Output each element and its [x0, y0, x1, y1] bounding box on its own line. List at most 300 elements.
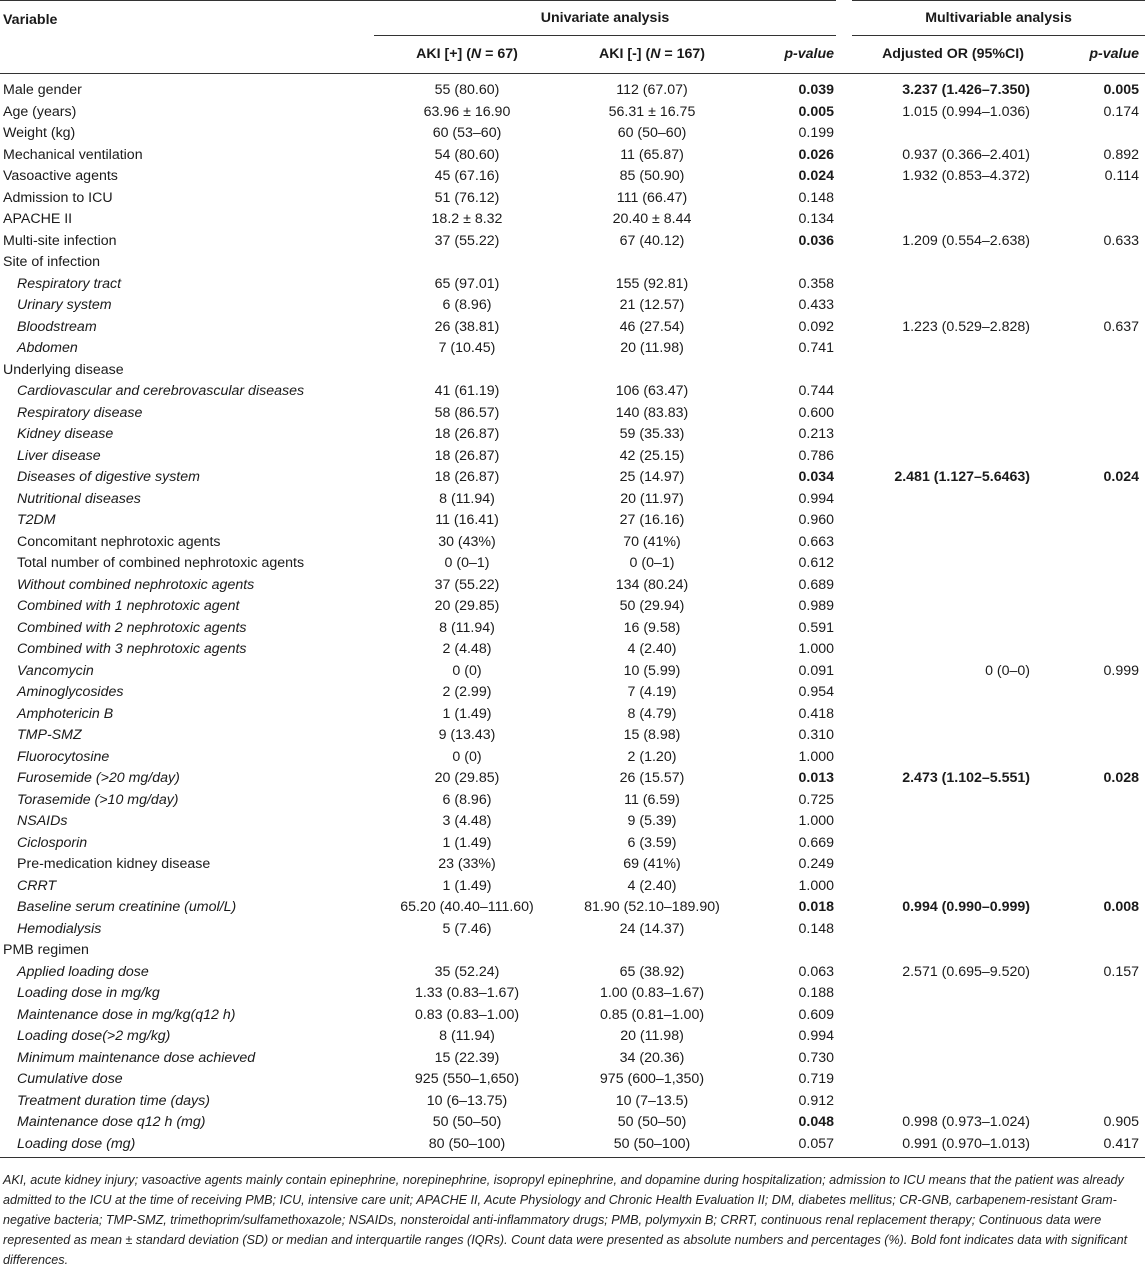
- cell-pvalue-2: [1062, 833, 1145, 855]
- cell-aki-neg: 106 (63.47): [615, 383, 689, 399]
- table-header: [0, 1, 1145, 74]
- cell-pvalue-2: [1062, 639, 1145, 661]
- table-row: [0, 80, 1145, 102]
- cell-variable: Urinary system: [17, 297, 112, 313]
- table-row: [0, 962, 1145, 984]
- cell-variable: NSAIDs: [17, 813, 68, 829]
- table-row: [0, 790, 1145, 812]
- cell-pvalue: 0.989: [798, 598, 835, 614]
- cell-aki-pos: 1 (1.49): [442, 705, 492, 722]
- cell-pvalue-2: [1062, 747, 1145, 769]
- cell-adjusted-or: [844, 338, 1062, 360]
- cell-adjusted-or: [844, 532, 1062, 554]
- cell-variable: Male gender: [3, 82, 82, 98]
- cell-aki-neg: 140 (83.83): [615, 404, 689, 421]
- cell-aki-pos: 26 (38.81): [434, 318, 500, 335]
- cell-aki-pos: 2 (2.99): [442, 684, 492, 700]
- cell-pvalue-2: 0.633: [1103, 232, 1140, 249]
- cell-aki-neg: 0 (0–1): [629, 555, 675, 571]
- cell-pvalue-2: [1062, 274, 1145, 296]
- table-row: [0, 682, 1145, 704]
- cell-variable: Vasoactive agents: [3, 168, 118, 184]
- cell-aki-pos: 10 (6–13.75): [426, 1092, 508, 1109]
- cell-pvalue-2: [1062, 403, 1145, 425]
- cell-aki-neg: 134 (80.24): [615, 576, 689, 593]
- cell-aki-pos: 1.33 (0.83–1.67): [414, 985, 520, 1001]
- header-pvalue: p-value: [784, 46, 835, 62]
- cell-aki-pos: 55 (80.60): [434, 82, 500, 98]
- cell-aki-neg: 65 (38.92): [619, 963, 685, 980]
- cell-pvalue: 0.034: [798, 469, 835, 485]
- cell-pvalue-2: [1062, 1069, 1145, 1091]
- cell-aki-neg: 50 (29.94): [619, 598, 685, 614]
- cell-aki-neg: 2 (1.20): [627, 748, 677, 765]
- cell-aki-pos: 8 (11.94): [439, 490, 495, 507]
- cell-pvalue: 1.000: [798, 813, 835, 829]
- cell-pvalue: 0.954: [798, 684, 835, 700]
- cell-pvalue-2: 0.999: [1103, 662, 1140, 679]
- cell-aki-pos: 35 (52.24): [434, 963, 500, 980]
- cell-aki-neg: 10 (5.99): [623, 662, 681, 679]
- table-row: [0, 1005, 1145, 1027]
- cell-variable: CRRT: [17, 877, 57, 894]
- cell-pvalue: [744, 252, 844, 274]
- cell-pvalue: 0.024: [798, 168, 835, 184]
- cell-adjusted-or: 1.223 (0.529–2.828): [902, 318, 1031, 335]
- cell-variable: Admission to ICU: [3, 189, 113, 206]
- cell-aki-pos: 18 (26.87): [434, 426, 500, 442]
- cell-adjusted-or: [844, 1048, 1062, 1070]
- cell-adjusted-or: 2.481 (1.127–5.6463): [894, 469, 1031, 485]
- cell-pvalue-2: 0.892: [1103, 146, 1140, 163]
- cell-adjusted-or: 0.937 (0.366–2.401): [902, 146, 1031, 163]
- cell-aki-pos: 6 (8.96): [442, 791, 492, 808]
- table-row: [0, 553, 1145, 575]
- cell-pvalue-2: [1062, 209, 1145, 231]
- table-footnote: AKI, acute kidney injury; vasoactive agents mainly contain epinephrine, norepinephrine, isopropyl epinephrine, and dopamine during hospitalization; admission to ICU means that the patient was already admitted to the ICU at the time of receiving PMB; ICU, intensive care unit; APACHE II, Acute Physiology and Chronic Health Evaluation II; DM, diabetes mellitus; CR-GNB, carbapenem-resistant Gram-negative bacteria; TMP-SMZ, trimethoprim/sulfamethoxazole; NSAIDs, nonsteroidal anti-inflammatory drugs; PMB, polymyxin B; CRRT, continuous renal replacement therapy; Continuous data were represented as mean ± standard deviation (SD) or median and interquartile ranges (IQRs). Count data were presented as absolute numbers and percentages (%). Bold font indicates data with significant differences.: [3, 1173, 1128, 1267]
- cell-aki-neg: 20 (11.98): [620, 340, 684, 356]
- cell-pvalue-2: 0.905: [1103, 1114, 1140, 1130]
- cell-variable: PMB regimen: [3, 942, 89, 958]
- cell-aki-neg: 15 (8.98): [623, 727, 681, 743]
- cell-pvalue-2: [1062, 919, 1145, 941]
- cell-pvalue-2: [1062, 725, 1145, 747]
- cell-pvalue-2: [1062, 381, 1145, 403]
- cell-variable: Vancomycin: [17, 662, 94, 679]
- cell-pvalue-2: [1062, 424, 1145, 446]
- cell-adjusted-or: [844, 682, 1062, 704]
- cell-pvalue: 0.048: [798, 1114, 835, 1130]
- cell-aki-pos: 15 (22.39): [434, 1049, 500, 1066]
- cell-aki-pos: [374, 940, 560, 962]
- cell-pvalue: 0.725: [798, 791, 835, 808]
- table-row: [0, 102, 1145, 124]
- cell-aki-neg: 25 (14.97): [619, 469, 685, 485]
- cell-adjusted-or: [844, 403, 1062, 425]
- cell-variable: Without combined nephrotoxic agents: [17, 576, 255, 593]
- cell-pvalue-2: [1062, 618, 1145, 640]
- cell-adjusted-or: [844, 639, 1062, 661]
- cell-pvalue-2: [1062, 940, 1145, 962]
- cell-aki-pos: 50 (50–50): [432, 1114, 502, 1130]
- cell-adjusted-or: [844, 209, 1062, 231]
- table-row: [0, 811, 1145, 833]
- table-row: [0, 209, 1145, 231]
- cell-aki-pos: 8 (11.94): [439, 619, 495, 636]
- cell-pvalue: 0.609: [798, 1006, 835, 1023]
- cell-pvalue: 0.663: [798, 533, 835, 550]
- cell-aki-neg: [560, 252, 744, 274]
- cell-adjusted-or: [844, 252, 1062, 274]
- cell-pvalue: 0.134: [798, 211, 835, 227]
- cell-pvalue: 0.188: [798, 985, 835, 1001]
- cell-aki-neg: 11 (65.87): [620, 146, 684, 163]
- cell-aki-neg: 0.85 (0.81–1.00): [599, 1006, 705, 1023]
- cell-variable: Age (years): [3, 103, 77, 120]
- cell-pvalue: 0.730: [798, 1049, 835, 1066]
- table-row: [0, 704, 1145, 726]
- cell-aki-neg: 50 (50–100): [560, 1134, 744, 1158]
- header-aki-neg: AKI [-] (N = 167): [598, 46, 706, 62]
- cell-pvalue-2: [1062, 876, 1145, 898]
- cell-aki-pos: 18 (26.87): [434, 469, 500, 485]
- cell-variable: Respiratory tract: [17, 275, 122, 292]
- cell-pvalue: 0.036: [798, 232, 835, 249]
- cell-pvalue-2: 0.417: [1062, 1134, 1145, 1158]
- cell-variable: Torasemide (>10 mg/day): [17, 791, 179, 808]
- cell-aki-neg: 155 (92.81): [615, 275, 689, 292]
- cell-aki-pos: [374, 360, 560, 382]
- header-aki-pos: AKI [+] (N = 67): [416, 46, 518, 62]
- cell-pvalue: 0.912: [798, 1092, 835, 1109]
- cell-variable: Hemodialysis: [17, 920, 102, 937]
- cell-variable: Maintenance dose q12 h (mg): [17, 1114, 206, 1130]
- cell-adjusted-or: [844, 940, 1062, 962]
- table-row: [0, 424, 1145, 446]
- cell-variable: Cardiovascular and cerebrovascular diseases: [17, 383, 305, 399]
- cell-aki-neg: 56.31 ± 16.75: [608, 103, 696, 120]
- cell-variable: Loading dose(>2 mg/kg): [17, 1028, 171, 1044]
- cell-aki-neg: 42 (25.15): [619, 447, 685, 464]
- cell-pvalue: 0.199: [798, 125, 835, 141]
- cell-adjusted-or: [844, 919, 1062, 941]
- cell-pvalue: [744, 360, 844, 382]
- cell-pvalue-2: [1062, 446, 1145, 468]
- table-row: [0, 940, 1145, 962]
- table-row: [0, 618, 1145, 640]
- cell-pvalue-2: [1062, 1048, 1145, 1070]
- cell-pvalue: 0.057: [744, 1134, 844, 1158]
- cell-variable: Applied loading dose: [17, 963, 149, 980]
- cell-pvalue-2: [1062, 790, 1145, 812]
- cell-pvalue-2: [1062, 1091, 1145, 1113]
- cell-pvalue: 0.018: [798, 899, 835, 915]
- table-row: [0, 360, 1145, 382]
- cell-pvalue-2: 0.157: [1103, 963, 1140, 980]
- table-row: [0, 1048, 1145, 1070]
- cell-variable: Treatment duration time (days): [17, 1092, 210, 1109]
- cell-aki-neg: 60 (50–60): [617, 125, 687, 141]
- cell-adjusted-or: [844, 274, 1062, 296]
- cell-pvalue-2: [1062, 1026, 1145, 1048]
- table-row: [0, 381, 1145, 403]
- table-row: [0, 1112, 1145, 1134]
- cell-pvalue: 1.000: [798, 748, 835, 765]
- cell-pvalue: 0.994: [798, 1028, 835, 1044]
- cell-aki-pos: 9 (13.43): [438, 727, 496, 743]
- cell-aki-neg: [560, 360, 744, 382]
- cell-aki-neg: 46 (27.54): [619, 318, 685, 335]
- cell-aki-neg: 50 (50–50): [617, 1114, 687, 1130]
- cell-adjusted-or: 0 (0–0): [985, 662, 1031, 679]
- cell-aki-pos: 7 (10.45): [438, 340, 496, 356]
- cell-pvalue-2: [1062, 510, 1145, 532]
- table-row: [0, 145, 1145, 167]
- cell-pvalue: 0.013: [798, 770, 835, 786]
- cell-variable: Multi-site infection: [3, 232, 117, 249]
- cell-pvalue: 0.741: [798, 340, 835, 356]
- cell-variable: Ciclosporin: [17, 834, 88, 851]
- cell-aki-pos: 37 (55.22): [434, 576, 500, 593]
- cell-aki-neg: 20 (11.97): [620, 490, 684, 507]
- header-univariate: Univariate analysis: [374, 1, 844, 36]
- cell-adjusted-or: [844, 596, 1062, 618]
- cell-variable: TMP-SMZ: [17, 727, 82, 743]
- cell-pvalue: 1.000: [798, 641, 835, 657]
- cell-variable: Baseline serum creatinine (umol/L): [17, 899, 237, 915]
- cell-aki-pos: 80 (50–100): [374, 1134, 560, 1158]
- cell-variable: Combined with 2 nephrotoxic agents: [17, 619, 247, 636]
- cell-adjusted-or: [844, 1069, 1062, 1091]
- cell-aki-neg: 6 (3.59): [627, 834, 677, 851]
- cell-aki-pos: 51 (76.12): [434, 189, 500, 206]
- cell-pvalue-2: [1062, 123, 1145, 145]
- cell-adjusted-or: 1.932 (0.853–4.372): [902, 168, 1031, 184]
- table-row: [0, 876, 1145, 898]
- cell-adjusted-or: 2.473 (1.102–5.551): [902, 770, 1031, 786]
- cell-pvalue: 0.960: [798, 512, 835, 528]
- cell-pvalue: 0.091: [798, 662, 835, 679]
- cell-aki-neg: 111 (66.47): [616, 189, 688, 206]
- cell-variable: Diseases of digestive system: [17, 469, 200, 485]
- cell-aki-neg: 10 (7–13.5): [615, 1092, 689, 1109]
- cell-pvalue-2: [1062, 682, 1145, 704]
- cell-variable: T2DM: [17, 512, 56, 528]
- cell-aki-neg: 21 (12.57): [619, 297, 685, 313]
- cell-pvalue-2: 0.024: [1103, 469, 1140, 485]
- cell-adjusted-or: [844, 381, 1062, 403]
- table-row: [0, 446, 1145, 468]
- cell-pvalue: 1.000: [798, 877, 835, 894]
- cell-aki-pos: 54 (80.60): [434, 146, 500, 163]
- cell-variable: Respiratory disease: [17, 404, 143, 421]
- table-row: [0, 532, 1145, 554]
- cell-adjusted-or: [844, 123, 1062, 145]
- cell-pvalue-2: 0.637: [1103, 318, 1140, 335]
- cell-adjusted-or: [844, 790, 1062, 812]
- cell-variable: Loading dose in mg/kg: [17, 985, 160, 1001]
- cell-pvalue-2: [1062, 1005, 1145, 1027]
- cell-variable: Mechanical ventilation: [3, 146, 143, 163]
- cell-adjusted-or: [844, 553, 1062, 575]
- table-row: [0, 1134, 1145, 1158]
- cell-adjusted-or: [844, 811, 1062, 833]
- cell-variable: Furosemide (>20 mg/day): [17, 770, 180, 786]
- cell-pvalue-2: [1062, 704, 1145, 726]
- cell-variable: Site of infection: [3, 254, 101, 270]
- cell-adjusted-or: [844, 725, 1062, 747]
- cell-pvalue-2: 0.174: [1103, 103, 1140, 120]
- cell-aki-neg: 20.40 ± 8.44: [612, 211, 692, 227]
- cell-pvalue-2: [1062, 983, 1145, 1005]
- cell-pvalue-2: [1062, 811, 1145, 833]
- cell-variable: Aminoglycosides: [17, 684, 124, 700]
- cell-pvalue: 0.358: [798, 275, 835, 292]
- cell-adjusted-or: [844, 295, 1062, 317]
- cell-aki-pos: [374, 252, 560, 274]
- table-row: [0, 983, 1145, 1005]
- table-row: [0, 747, 1145, 769]
- cell-variable: Kidney disease: [17, 426, 114, 442]
- table-row: [0, 188, 1145, 210]
- cell-adjusted-or: [844, 747, 1062, 769]
- cell-variable: Underlying disease: [3, 361, 124, 378]
- cell-adjusted-or: [844, 833, 1062, 855]
- cell-variable: Weight (kg): [3, 125, 76, 141]
- cell-pvalue: 0.005: [798, 103, 835, 120]
- cell-pvalue: 0.719: [798, 1071, 835, 1087]
- header-adjusted-or: Adjusted OR (95%CI): [882, 46, 1024, 62]
- cell-aki-pos: 63.96 ± 16.90: [423, 103, 511, 120]
- table-row: [0, 489, 1145, 511]
- cell-variable: Total number of combined nephrotoxic agents: [17, 555, 305, 571]
- cell-variable: Loading dose (mg): [0, 1134, 374, 1158]
- cell-aki-pos: 60 (53–60): [432, 125, 502, 141]
- cell-pvalue-2: [1062, 252, 1145, 274]
- cell-aki-pos: 41 (61.19): [434, 383, 500, 399]
- cell-aki-neg: 4 (2.40): [627, 877, 677, 894]
- cell-aki-pos: 1 (1.49): [442, 834, 492, 851]
- cell-aki-neg: 70 (41%): [623, 533, 681, 550]
- cell-aki-neg: 8 (4.79): [627, 705, 677, 722]
- cell-adjusted-or: [844, 1026, 1062, 1048]
- cell-adjusted-or: 0.991 (0.970–1.013): [844, 1134, 1062, 1158]
- cell-adjusted-or: [844, 575, 1062, 597]
- cell-aki-pos: 65.20 (40.40–111.60): [400, 899, 534, 915]
- cell-pvalue: 0.148: [798, 920, 835, 937]
- cell-aki-pos: 0 (0–1): [444, 555, 490, 571]
- cell-pvalue-2: [1062, 360, 1145, 382]
- table-row: [0, 1069, 1145, 1091]
- cell-variable: Combined with 1 nephrotoxic agent: [17, 598, 240, 614]
- cell-adjusted-or: [844, 489, 1062, 511]
- cell-adjusted-or: [844, 188, 1062, 210]
- cell-pvalue: 0.669: [798, 834, 835, 851]
- cell-aki-pos: 0 (0): [452, 662, 482, 679]
- table-row: [0, 123, 1145, 145]
- cell-aki-neg: 26 (15.57): [619, 770, 685, 786]
- table-row: [0, 854, 1145, 876]
- cell-aki-neg: 112 (67.07): [616, 82, 688, 98]
- cell-aki-pos: 11 (16.41): [435, 512, 499, 528]
- cell-aki-pos: 18.2 ± 8.32: [431, 211, 503, 227]
- cell-pvalue-2: [1062, 596, 1145, 618]
- table-row: [0, 252, 1145, 274]
- cell-adjusted-or: 0.998 (0.973–1.024): [902, 1114, 1031, 1130]
- cell-variable: Bloodstream: [17, 318, 97, 335]
- cell-pvalue: 0.063: [798, 963, 835, 980]
- cell-pvalue: 0.591: [798, 619, 835, 636]
- cell-aki-neg: 34 (20.36): [619, 1049, 685, 1066]
- cell-pvalue-2: [1062, 553, 1145, 575]
- cell-variable: Fluorocytosine: [17, 748, 110, 765]
- cell-aki-neg: 11 (6.59): [624, 791, 680, 808]
- table-row: [0, 833, 1145, 855]
- header-variable: Variable: [3, 12, 58, 28]
- cell-variable: Maintenance dose in mg/kg(q12 h): [17, 1006, 236, 1023]
- table-row: [0, 661, 1145, 683]
- cell-variable: APACHE II: [3, 211, 73, 227]
- cell-aki-pos: 6 (8.96): [442, 297, 492, 313]
- cell-pvalue-2: 0.028: [1103, 770, 1140, 786]
- cell-pvalue: 0.148: [798, 189, 835, 206]
- cell-adjusted-or: [844, 983, 1062, 1005]
- table-row: [0, 575, 1145, 597]
- cell-aki-neg: 24 (14.37): [619, 920, 685, 937]
- table-body: [0, 74, 1145, 1158]
- cell-variable: Nutritional diseases: [17, 490, 141, 507]
- cell-pvalue: 0.600: [798, 404, 835, 421]
- cell-pvalue: 0.039: [798, 82, 835, 98]
- cell-adjusted-or: [844, 510, 1062, 532]
- table-row: [0, 295, 1145, 317]
- cell-pvalue-2: [1062, 188, 1145, 210]
- cell-pvalue: 0.689: [798, 576, 835, 593]
- cell-pvalue: 0.026: [798, 146, 835, 163]
- cell-pvalue: 0.418: [798, 705, 835, 722]
- table-row: [0, 768, 1145, 790]
- cell-aki-pos: 2 (4.48): [442, 641, 492, 657]
- cell-aki-neg: 27 (16.16): [619, 512, 685, 528]
- cell-adjusted-or: [844, 446, 1062, 468]
- cell-aki-neg: 59 (35.33): [619, 426, 685, 442]
- cell-aki-pos: 23 (33%): [438, 856, 496, 872]
- cell-aki-pos: 20 (29.85): [434, 770, 500, 786]
- cell-adjusted-or: [844, 618, 1062, 640]
- cell-pvalue: [744, 940, 844, 962]
- table-row: [0, 231, 1145, 253]
- cell-aki-neg: 85 (50.90): [619, 168, 685, 184]
- cell-adjusted-or: [844, 854, 1062, 876]
- cell-pvalue: 0.612: [798, 555, 835, 571]
- cell-variable: Minimum maintenance dose achieved: [17, 1049, 256, 1066]
- cell-aki-neg: 7 (4.19): [627, 684, 677, 700]
- cell-aki-pos: 18 (26.87): [434, 447, 500, 464]
- cell-variable: Cumulative dose: [17, 1071, 123, 1087]
- cell-adjusted-or: [844, 360, 1062, 382]
- cell-aki-neg: 975 (600–1,350): [599, 1071, 705, 1087]
- table-row: [0, 725, 1145, 747]
- cell-aki-neg: 1.00 (0.83–1.67): [599, 985, 705, 1001]
- cell-pvalue-2: 0.005: [1103, 82, 1140, 98]
- table-row: [0, 596, 1145, 618]
- cell-aki-neg: 69 (41%): [623, 856, 681, 872]
- table-row: [0, 166, 1145, 188]
- table-row: [0, 274, 1145, 296]
- cell-aki-neg: 4 (2.40): [627, 641, 677, 657]
- cell-variable: Combined with 3 nephrotoxic agents: [17, 641, 247, 657]
- cell-adjusted-or: [844, 1091, 1062, 1113]
